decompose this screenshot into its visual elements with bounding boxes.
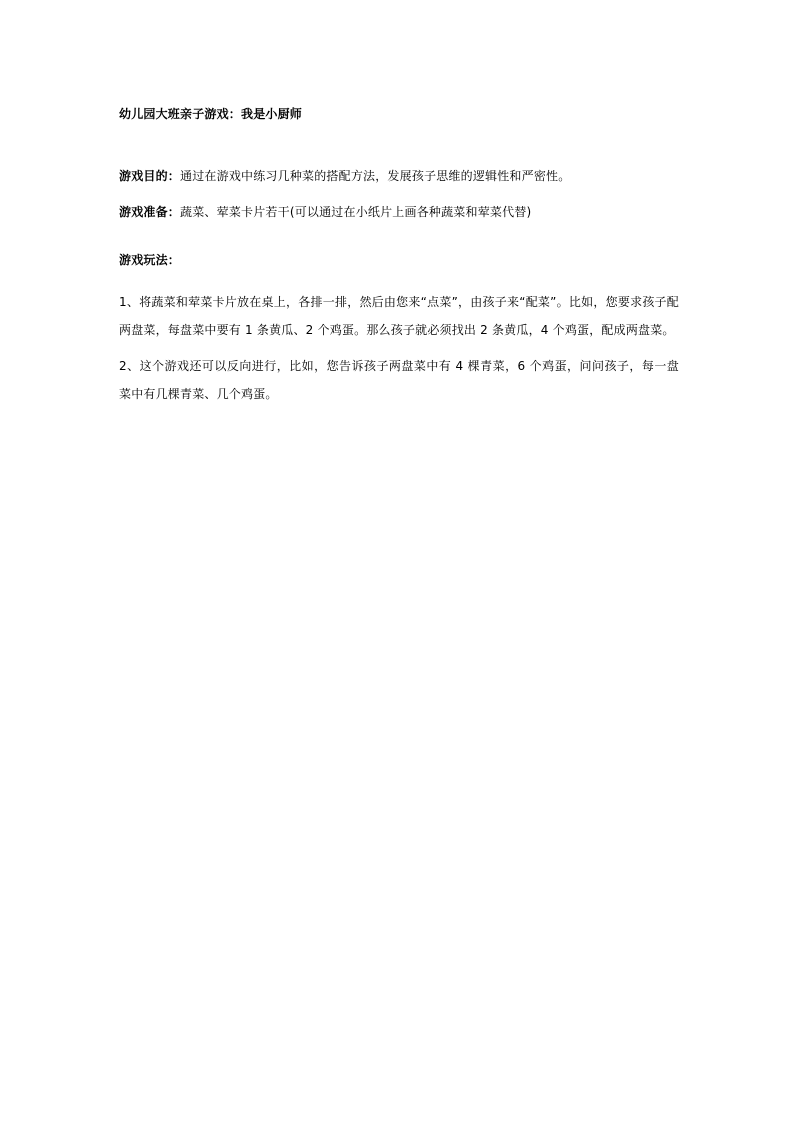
spacer: [119, 124, 679, 166]
preparation-text: 蔬菜、荤菜卡片若干(可以通过在小纸片上画各种蔬菜和荤菜代替): [180, 205, 532, 219]
spacer: [119, 222, 679, 250]
document-body: [119, 104, 679, 408]
gameplay-step-2: 2、这个游戏还可以反向进行，比如，您告诉孩子两盘菜中有 4 棵青菜，6 个鸡蛋，问问孩子，每一盘菜中有几棵青菜、几个鸡蛋。: [119, 359, 679, 401]
purpose-text: 通过在游戏中练习几种菜的搭配方法，发展孩子思维的逻辑性和严密性。: [180, 169, 571, 183]
preparation-paragraph: [119, 202, 679, 222]
preparation-label: 游戏准备：: [119, 205, 181, 219]
gameplay-label: 游戏玩法：: [119, 253, 181, 267]
spacer: [119, 344, 679, 352]
gameplay-step-1: 1、将蔬菜和荤菜卡片放在桌上，各排一排，然后由您来“点菜”，由孩子来“配菜”。比如，您要求孩子配两盘菜，每盘菜中要有 1 条黄瓜、2 个鸡蛋。那么孩子就必须找出 2 条黄瓜，4 个鸡蛋，配成两盘菜。: [119, 295, 679, 337]
purpose-paragraph: [119, 166, 679, 186]
spacer: [119, 186, 679, 202]
document-title: 幼儿园大班亲子游戏：我是小厨师: [119, 107, 303, 121]
purpose-label: 游戏目的：: [119, 169, 181, 183]
spacer: [119, 270, 679, 288]
